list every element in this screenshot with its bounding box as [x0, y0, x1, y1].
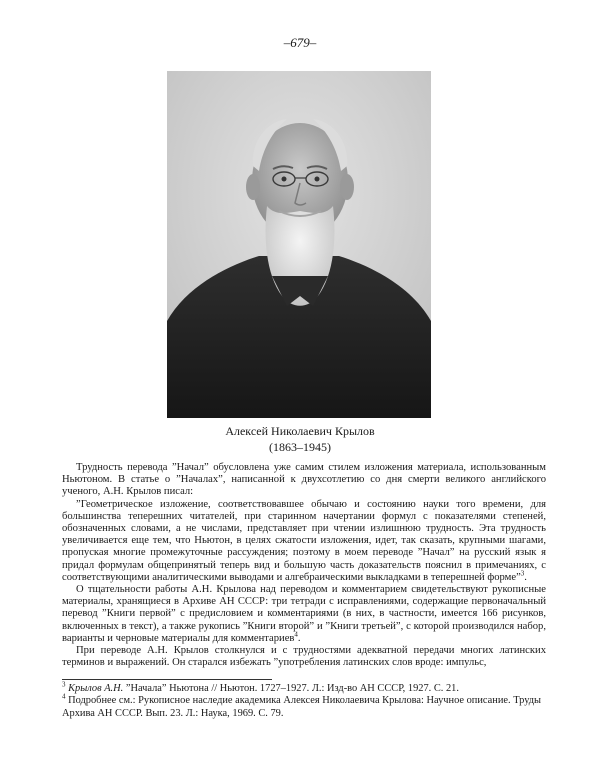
- portrait-photo: [167, 71, 431, 418]
- figure-caption-years: (1863–1945): [269, 440, 331, 454]
- figure-caption-name: Алексей Николаевич Крылов: [225, 424, 375, 438]
- paragraph: При переводе А.Н. Крылов столкнулся и с трудностями адекватной передачи многих латинских терминов и выражений. Он старался избежать ”употребления латинских слов вроде: импульс,: [62, 645, 546, 669]
- footnote-ref: 3: [520, 569, 525, 578]
- paragraph: Трудность перевода ”Начал” обусловлена уже самим стилем изложения материала, использованным Ньютоном. В статье о ”Началах”, написанной к двухсотлетию со дня смерти великого английского ученого, А.Н. Крылов писал:: [62, 462, 546, 498]
- paragraph: О тщательности работы А.Н. Крылова над переводом и комментарием свидетельствуют рукописные материалы, хранящиеся в Архиве АН СССР: три тетради с исправлениями, содержащие первоначальный перевод ”Книги первой” с предисловием и комментариями (в них, в частности, имеется 166 рисунков, включенных в текст), а также рукопись ”Книги второй” и ”Книги третьей”, с которой производился набор, варианты и черновые материалы для комментариев$^4$.: [62, 584, 546, 644]
- body-text: [62, 462, 546, 669]
- footnotes: [62, 680, 546, 720]
- footnote-ref: 4: [294, 630, 298, 639]
- paragraph-quote: ”Геометрическое изложение, соответствовавшее обычаю и состоянию науки того времени, для большинства теперешних читателей, при старинном начертании формул с показателями степеней, обозначенных словами, а не числами, представляет при чтении излишнюю трудность. Эта трудность увеличивается еще тем, что Ньютон, в целях сжатости изложения, идет, так сказать, крупными шагами, пропуская многие промежуточные рассуждения; поэтому в моем переводе ”Начал” на русский язык я придал формулам общепринятый теперь вид и большую часть доказательств пояснил в примечаниях, с соответствующими аналитическими выводами и алгебраическими выкладками в теперешней форме”$^3$.: [62, 498, 546, 583]
- footnote: $^3$ Крылов А.Н. ”Начала” Ньютона // Ньютон. 1727–1927. Л.: Изд-во АН СССР, 1927. С. 21.: [62, 680, 459, 694]
- footnote: $^4$ Подробнее см.: Рукописное наследие академика Алексея Николаевича Крылова: Научное описание. Труды Архива АН СССР. Вып. 23. Л.: Наука, 1969. С. 79.: [62, 692, 542, 719]
- page-number: –679–: [283, 35, 317, 50]
- footnote-divider: [62, 679, 272, 680]
- portrait-illustration: [167, 71, 431, 418]
